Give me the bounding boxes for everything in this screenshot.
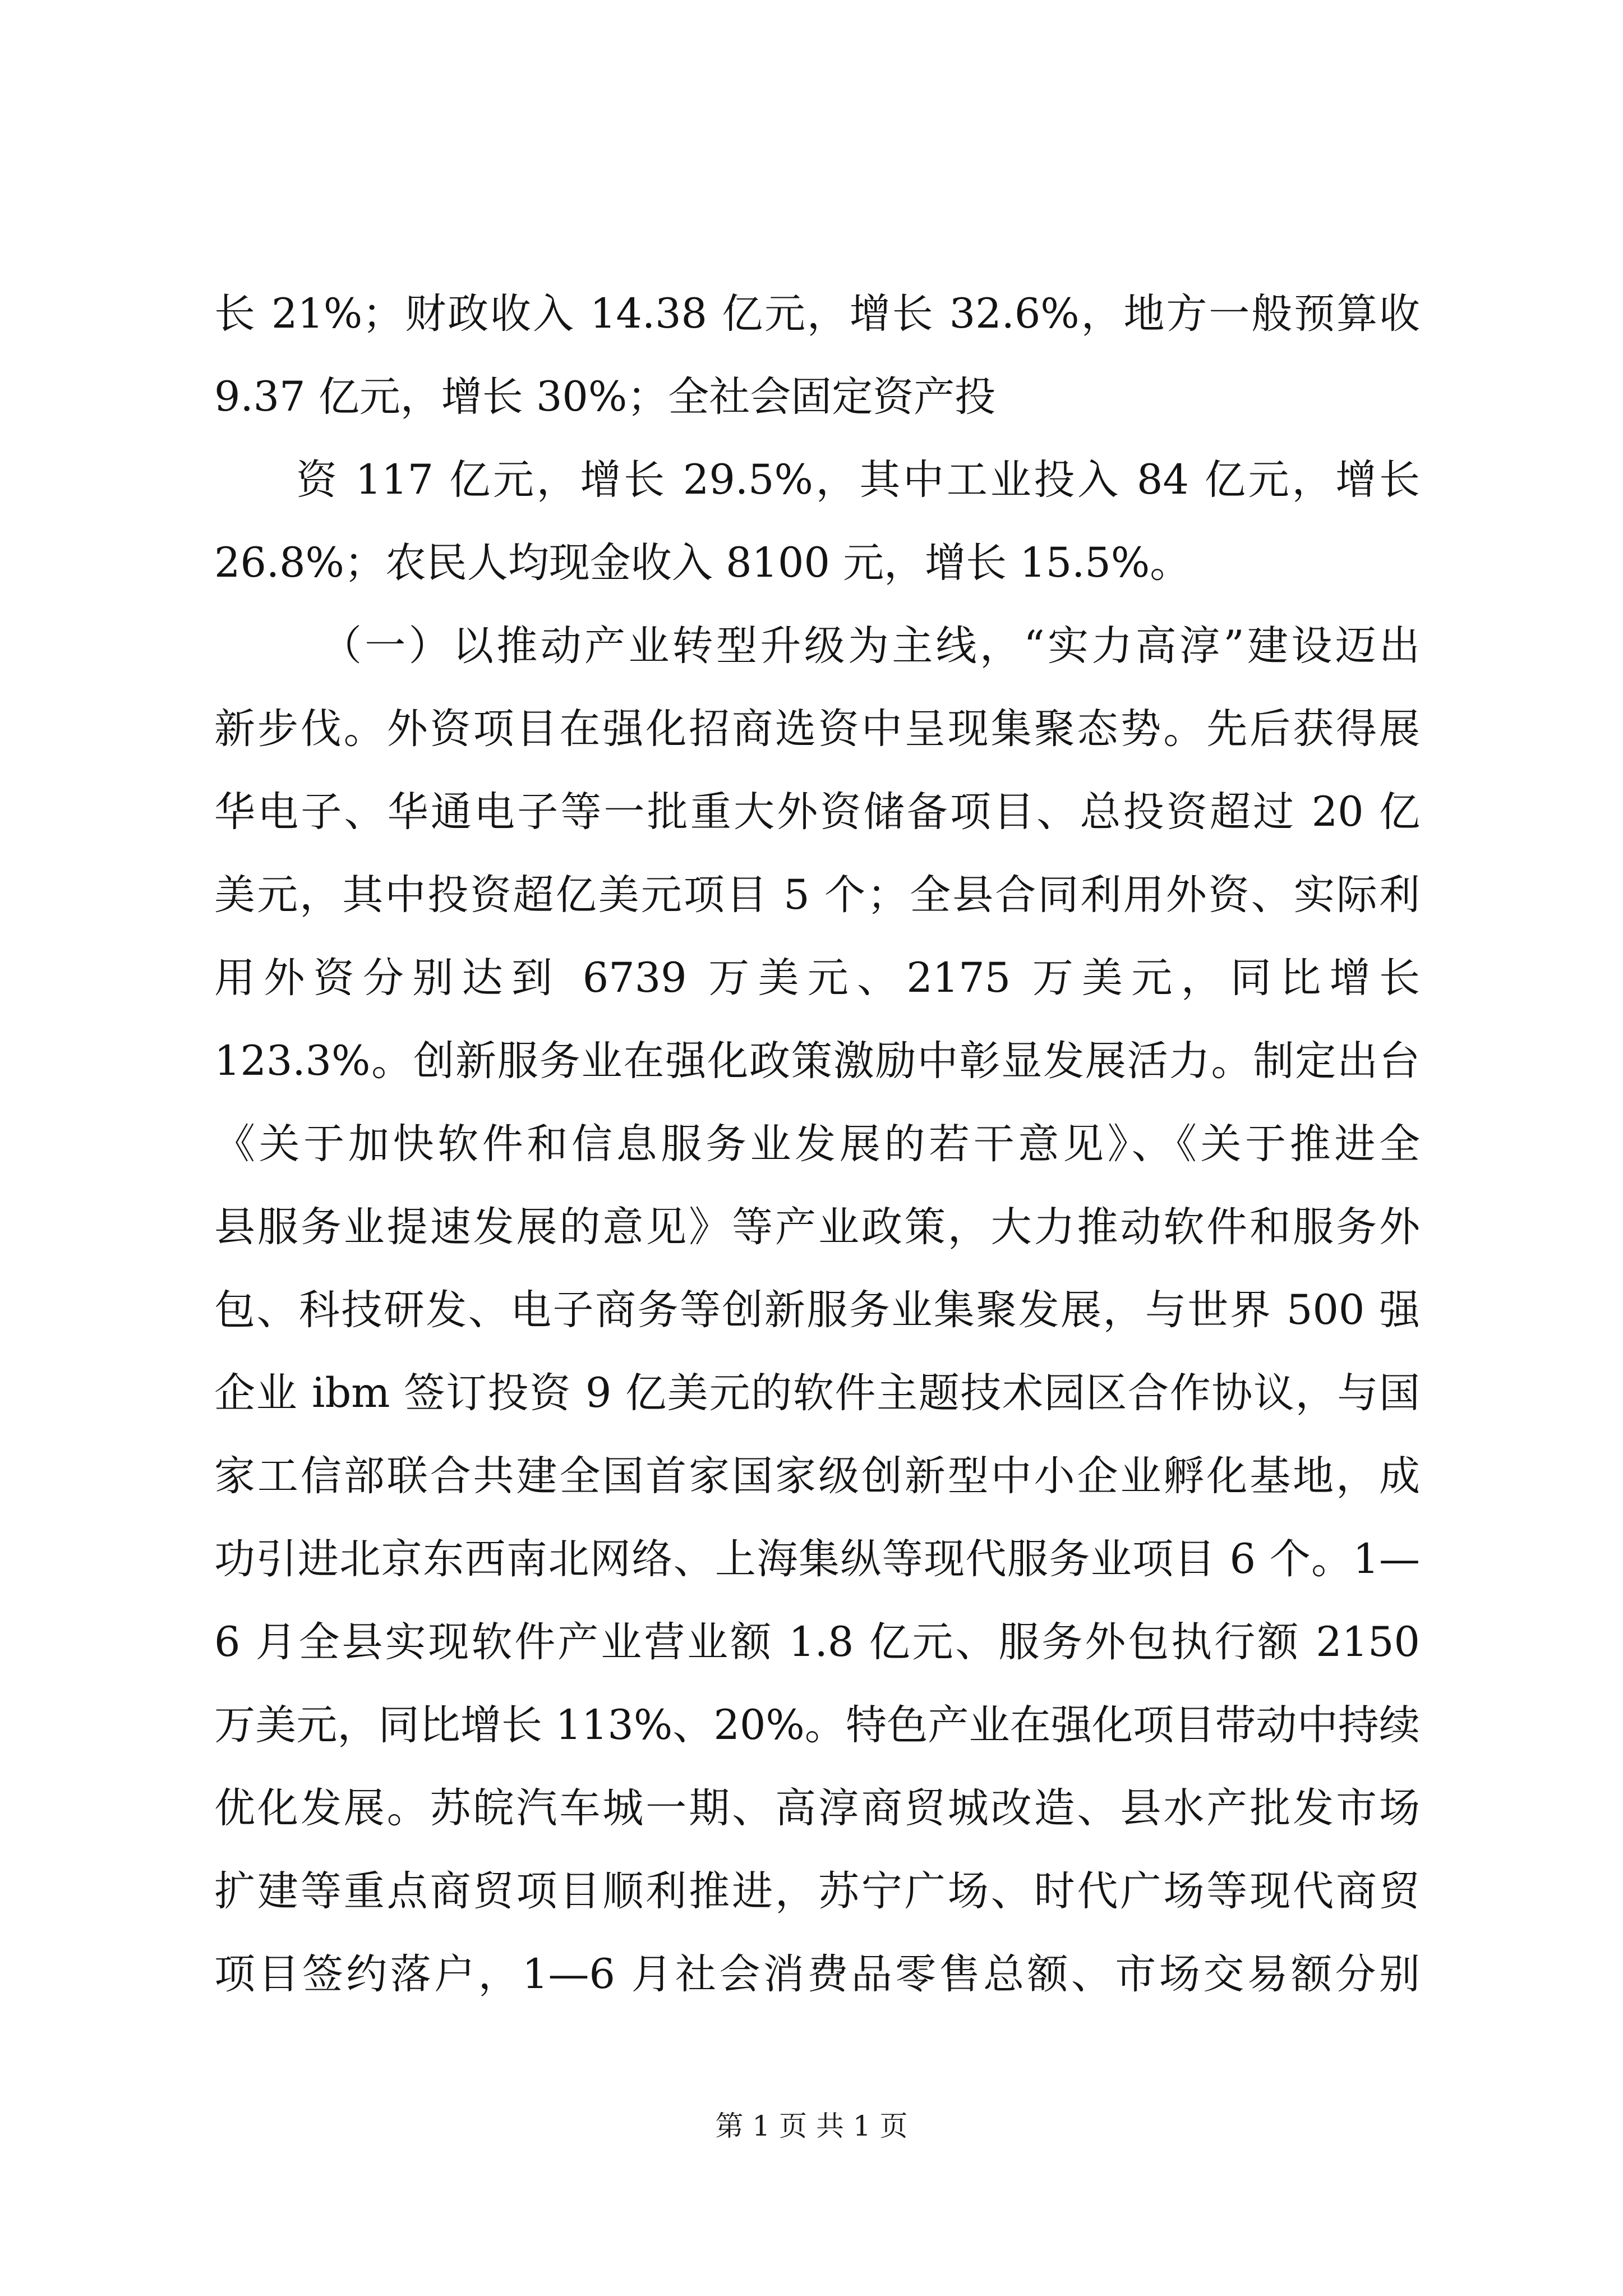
text-line: 6 月全县实现软件产业营业额 1.8 亿元、服务外包执行额 2150 (214, 1618, 1420, 1666)
text-line: 家工信部联合共建全国首家国家级创新型中小企业孵化基地，成 (214, 1452, 1420, 1500)
text-line: 资 117 亿元，增长 29.5%，其中工业投入 84 亿元，增长 (296, 456, 1420, 504)
text-line: 用外资分别达到 6739 万美元、2175 万美元，同比增长 (214, 954, 1420, 1002)
text-line: 包、科技研发、电子商务等创新服务业集聚发展，与世界 500 强 (214, 1286, 1420, 1334)
text-line: 美元，其中投资超亿美元项目 5 个；全县合同利用外资、实际利 (214, 871, 1420, 919)
text-line: 9.37 亿元，增长 30%；全社会固定资产投 (214, 373, 996, 421)
body-text (214, 273, 1420, 2016)
text-line: 长 21%；财政收入 14.38 亿元，增长 32.6%，地方一般预算收 (214, 290, 1420, 338)
text-line: 《关于加快软件和信息服务业发展的若干意见》、《关于推进全 (214, 1120, 1420, 1168)
paragraph-heading-line: （一）以推动产业转型升级为主线，“实力高淳”建设迈出 (321, 622, 1420, 670)
text-line: 新步伐。外资项目在强化招商选资中呈现集聚态势。先后获得展 (214, 705, 1420, 753)
page-number-label: 第 1 页 共 1 页 (715, 2110, 908, 2142)
text-line: 县服务业提速发展的意见》等产业政策，大力推动软件和服务外 (214, 1203, 1420, 1251)
text-line: 项目签约落户，1—6 月社会消费品零售总额、市场交易额分别 (214, 1950, 1420, 1998)
text-line: 华电子、华通电子等一批重大外资储备项目、总投资超过 20 亿 (214, 788, 1420, 836)
text-line: 扩建等重点商贸项目顺利推进，苏宁广场、时代广场等现代商贸 (214, 1867, 1420, 1915)
text-line: 企业 ibm 签订投资 9 亿美元的软件主题技术园区合作协议，与国 (214, 1369, 1420, 1417)
text-line: 优化发展。苏皖汽车城一期、高淳商贸城改造、县水产批发市场 (214, 1784, 1420, 1832)
text-line: 功引进北京东西南北网络、上海集纵等现代服务业项目 6 个。1— (214, 1535, 1420, 1583)
page-footer (0, 2109, 1623, 2143)
text-line: 万美元，同比增长 113%、20%。特色产业在强化项目带动中持续 (214, 1701, 1420, 1749)
text-line: 123.3%。创新服务业在强化政策激励中彰显发展活力。制定出台 (214, 1037, 1420, 1085)
text-line: 26.8%；农民人均现金收入 8100 元，增长 15.5%。 (214, 539, 1191, 587)
